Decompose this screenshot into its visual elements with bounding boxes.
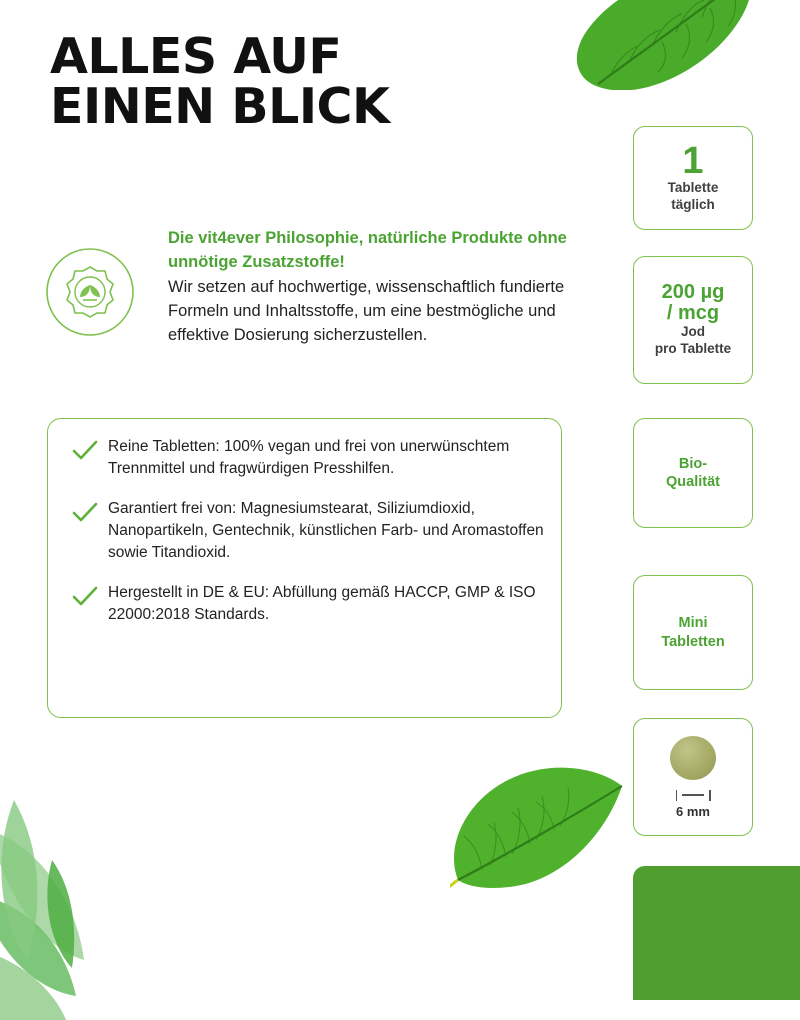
quality-line-1: Bio- [678,455,708,472]
list-item [72,582,552,626]
measure-tick-left [676,790,678,801]
leaf-icon [556,0,756,90]
page-title [50,28,390,136]
amount-nutrient: Jod [680,324,705,340]
benefits-list [72,436,552,644]
seal-leaf-icon [45,247,135,337]
measure-line [682,794,704,796]
amount-unit: / mcg [666,302,720,325]
headline-line-2: EINEN BLICK [50,78,390,136]
philosophy-text [168,226,568,347]
benefit-text: Garantiert frei von: Magnesiumstearat, Siliziumdioxid, Nanopartikeln, Gentechnik, künstlichen Farb- und Aromastoffen sowie Titandioxid. [108,500,544,561]
leaf-icon [450,760,630,890]
philosophy-body: Wir setzen auf hochwertige, wissenschaftlich fundierte Formeln und Inhaltsstoffe, um eine bestmögliche und effektive Dosierung sicherzustellen. [168,277,565,344]
tablet-icon [670,736,716,780]
dimension-label: 6 mm [676,803,710,819]
card-amount [633,256,753,384]
amount-per: pro Tablette [654,341,732,356]
check-icon [72,502,102,529]
dosage-line-1: Tablette [667,180,719,196]
card-quality [633,418,753,528]
amount-value: 200 µg [661,281,725,304]
quality-line-2: Qualität [666,474,720,490]
check-icon [72,586,102,613]
measure-tick-right [709,790,711,801]
size-line-1: Mini [678,615,708,632]
list-item [72,498,552,564]
measure-bar [676,790,711,801]
grass-icon [0,800,200,1020]
card-size [633,575,753,690]
size-line-2: Tabletten [661,633,725,650]
dosage-line-2: täglich [671,197,715,212]
headline-line-1: ALLES AUF [50,28,342,85]
check-icon [72,440,102,467]
card-dosage [633,126,753,230]
dosage-value: 1 [682,140,704,183]
card-dimension [633,718,753,836]
list-item [72,436,552,480]
benefit-text: Reine Tabletten: 100% vegan und frei von unerwünschtem Trennmittel und fragwürdigen Presshilfen. [108,438,510,477]
green-corner-block [633,866,800,1000]
philosophy-highlight: Die vit4ever Philosophie, natürliche Produkte ohne unnötige Zusatzstoffe! [168,229,567,272]
benefit-text: Hergestellt in DE & EU: Abfüllung gemäß HACCP, GMP & ISO 22000:2018 Standards. [108,584,536,623]
